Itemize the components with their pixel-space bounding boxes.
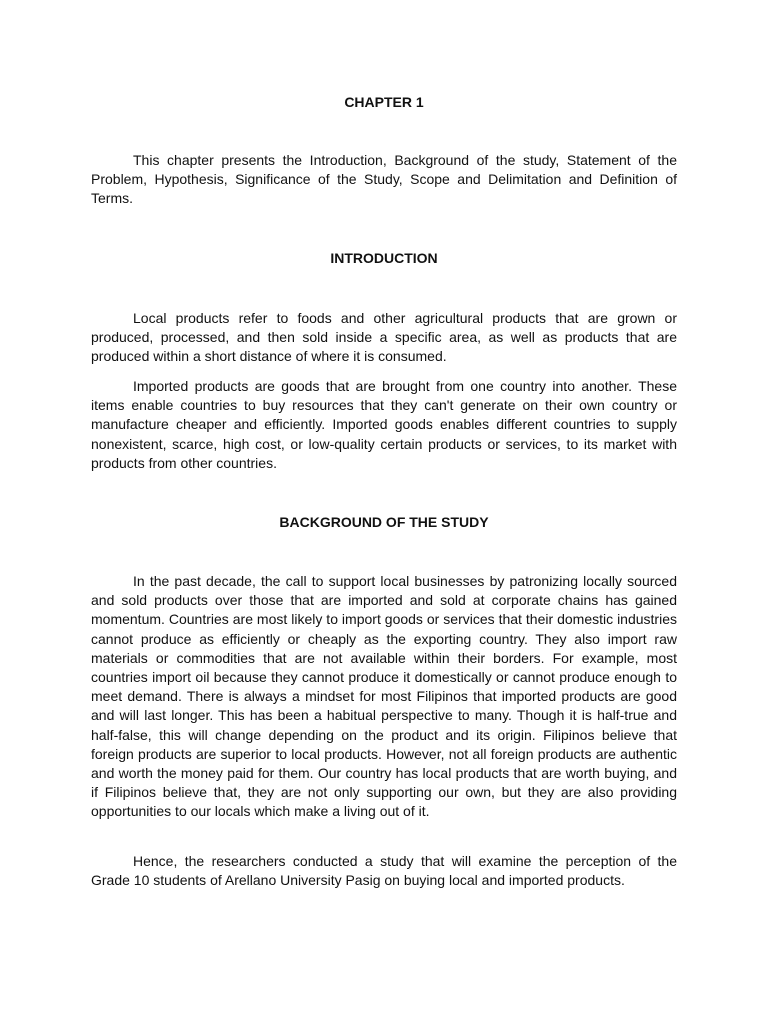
introduction-heading: INTRODUCTION xyxy=(330,250,438,266)
background-paragraph-1: In the past decade, the call to support local businesses by patronizing locally sourced and sold products over those that are imported and sold at corporate chains has gained momentum. Countries are most likely to import goods or services that their domestic industries cannot produce as efficiently or cheaply as the exporting country. They also import raw materials or commodities that are not available within their borders. For example, most countries import oil because they cannot produce it domestically or cannot produce enough to meet demand. There is always a mindset for most Filipinos that imported products are good and will last longer. This has been a habitual perspective to many. Though it is half-true and half-false, this will change depending on the product and its origin. Filipinos believe that foreign products are superior to local products. However, not all foreign products are authentic and worth the money paid for them. Our country has local products that are worth buying, and if Filipinos believe that, they are not only supporting our own, but they are also providing opportunities to our locals which make a living out of it. xyxy=(91,573,677,820)
chapter-intro-paragraph: This chapter presents the Introduction, Background of the study, Statement of the Problem, Hypothesis, Significance of the Study, Scope and Delimitation and Definition of Terms. xyxy=(91,152,677,207)
background-paragraph-2: Hence, the researchers conducted a study that will examine the perception of the Grade 10 students of Arellano University Pasig on buying local and imported products. xyxy=(91,853,677,889)
background-heading: BACKGROUND OF THE STUDY xyxy=(279,514,489,530)
chapter-title: CHAPTER 1 xyxy=(344,94,424,110)
introduction-paragraph-imported-products: Imported products are goods that are brought from one country into another. These items enable countries to buy resources that they can't generate on their own country or manufacture cheaper and efficiently. Imported goods enables different countries to supply nonexistent, scarce, high cost, or low-quality certain products or services, to its market with products from other countries. xyxy=(91,378,677,471)
document-page xyxy=(91,0,677,1024)
introduction-paragraph-local-products: Local products refer to foods and other agricultural products that are grown or produced, processed, and then sold inside a specific area, as well as products that are produced within a short distance of where it is consumed. xyxy=(91,310,677,365)
